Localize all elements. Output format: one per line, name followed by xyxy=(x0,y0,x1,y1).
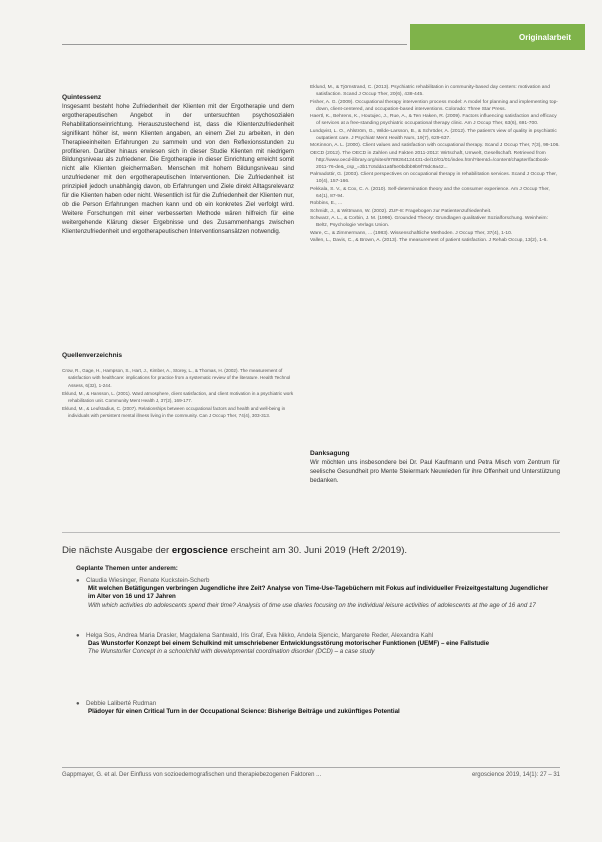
next-issue-prefix: Die nächste Ausgabe der xyxy=(62,545,172,556)
topic-authors: Debbie Laliberté Rudman xyxy=(86,700,157,707)
quintessenz-section xyxy=(62,94,294,237)
reference-item: Fisher, A. G. (2009). Occupational therapy intervention process model: A model for planning and implementing top-down, client-centered, and occupation-based interventions. Colorado: Three Star Press. xyxy=(310,99,558,112)
topic-title-de: Das Wunstorfer Konzept bei einem Schulkind mit umschriebener Entwicklungsstörung motorischer Funktionen (UEMF) – eine Fallstudie xyxy=(88,640,490,648)
references-heading: Quellenverzeichnis xyxy=(62,352,123,359)
reference-item: Robbins, E., ... xyxy=(310,201,343,206)
danksagung-text: Wir möchten uns insbesondere bei Dr. Paul Kaufmann und Petra Misch vom Zentrum für seelische Gesundheit pro Mente Steiermark Neuwieden für ihre Offenheit und Unterstützung bedanken. xyxy=(310,459,560,484)
references-left xyxy=(62,352,294,420)
danksagung-section xyxy=(310,450,560,486)
reference-item: Schwarz, A. L., & Corbin, J. M. (1996). Grounded Theory: Grundlagen qualitativer Sozialforschung. Weinheim: Beltz, Psychologie Verlags Union. xyxy=(310,216,548,228)
reference-item: Eklund, M., & Tjörnstrand, C. (2013). Psychiatric rehabilitation in community-based day centers: motivation and satisfaction. Scand J Occup Ther, 20(6), 438-445. xyxy=(310,85,550,97)
topic-title-en: With which activities do adolescents spend their time? Analysis of time use diaries focusing on the individual leisure activities of adolescents at the age of 16 and 17 xyxy=(88,601,536,609)
footer-citation: Gappmayer, G. et al. Der Einfluss von sozioedemografischen und therapiebezogenen Faktoren ... xyxy=(62,772,322,778)
section-label: Originalarbeit xyxy=(518,32,571,42)
reference-item: Eklund, M., & Hansson, L. (2001). Ward atmosphere, client satisfaction, and client motivation in a psychiatric work rehabilitation unit. Community Ment Health J, 37(2), 169-177. xyxy=(62,390,294,404)
reference-item: Crow, R., Gage, H., Hampson, S., Hart, J., Kimber, A., Storey, L., & Thomas, H. (2002). The measurement of satisfaction with healthcare: implications for practice from a systematic review of the literature. Health Technol Assess, 6(32), 1-244. xyxy=(62,368,291,388)
reference-item: Palmadottir, G. (2003). Client perspectives on occupational therapy in rehabilitation services. Scand J Occup Ther, 10(4), 157-166. xyxy=(310,172,558,184)
topic-title-de: Plädoyer für einen Critical Turn in der Occupational Science: Bisherige Beiträge und zukünftiges Potential xyxy=(88,708,400,716)
reference-item: Lundqvist, L. O., Ahlström, G., Wilde-Larsson, B., & Schröder, A. (2012). The patient's view of quality in psychiatric outpatient care. J Psychiatr Ment Health Nurs, 19(7), 629-637. xyxy=(310,128,557,141)
reference-item: Haertl, K., Behrens, K., Houtujec, J., Rue, A., & Ten Haken, R. (2009). Factors influencing satisfaction and efficacy of services at a free-standing psychiatric occupational therapy clinic. Am J Occup Ther, 63(6), 691-700. xyxy=(310,114,557,126)
references-right xyxy=(310,84,560,245)
topic-title-de: Mit welchen Betätigungen verbringen Jugendliche ihre Zeit? Analyse von Time-Use-Tagebüchern mit Fokus auf individueller Freizeitgestaltung Jugendlicher im Alter von 16 und 17 Jahren xyxy=(88,585,549,601)
reference-item: Ware, C., & Zimmermann, ... (1983). Wissenschaftliche Methoden. J Occup Ther, 37(4), 1-10. xyxy=(310,230,513,236)
footer-rule xyxy=(62,767,560,768)
danksagung-heading: Danksagung xyxy=(310,450,350,457)
topic-title-en: The Wunstorfer Concept in a schoolchild with developmental coordination disorder (DCD) – a case study xyxy=(88,648,375,656)
reference-item: Pekkala, S. V., & Cox, C. A. (2010). Self-determination theory and the consumer experience. Am J Occup Ther, 64(1), 87-94. xyxy=(310,186,550,199)
reference-item: Schmidt, J., & Wittmann, W. (2002). ZUF-8: Fragebogen zur Patientenzufriedenheit. xyxy=(310,208,492,214)
section-divider xyxy=(62,532,560,533)
bullet-icon: ● xyxy=(76,578,80,584)
quintessenz-heading: Quintessenz xyxy=(62,94,102,101)
reference-item: Vallen, L., Davis, C., & Brown, A. (2013). The measurement of patient satisfaction. J Rehab Occup, 13(2), 1-6. xyxy=(310,238,548,243)
header-rule xyxy=(62,44,407,45)
bullet-icon: ● xyxy=(76,633,80,639)
next-issue-suffix: erscheint am 30. Juni 2019 (Heft 2/2019). xyxy=(227,545,408,556)
quintessenz-text: Insgesamt besteht hohe Zufriedenheit der Klienten mit der Ergotherapie und dem ergotherapeutischen Angebot in der untersuchten psychosozialen Rehabilitationseinrichtung. Herauszustechend ist, dass die Klientenzufriedenheit signifikant höher ist, wenn Klienten angaben, an einem Ziel zu arbeiten, in den Therapieeinheiten Erfahrungen zu sammeln und von den Reflexionsstunden zu profitieren. Darüber hinaus erwiesen sich in dieser Studie Klienten mit niedrigem Bildungsniveau als zufriedener. Die Ergotherapie in dieser Einrichtung erreicht somit nicht alle Klienten gleichermaßen. Menschen mit hohem Bildungsniveau sind unzufriedener mit den ergotherapeutischen Interventionen. Die Zufriedenheit ist prinzipiell jedoch unabhängig davon, ob Erfahrungen und Ziele direkt Alltagsrelevanz für die Klienten haben oder nicht. Wesentlich ist für die Zufriedenheit der Klienten nur, ob die Person Erfahrungen machen kann und ob ein konkretes Ziel verfolgt wird. Weitere Forschungen mit einer verbesserten Methode wären hilfreich für eine weitergehende Klärung dieser Ergebnisse und des Zusammenhangs zwischen Klientenzufriedenheit und ergotherapeutischen Interventionsansätzen notwendig. xyxy=(62,103,294,235)
reference-item: Eklund, M., & Leufstadius, C. (2007). Relationships between occupational factors and health and well-being in individuals with persistent mental illness living in the community. Can J Occup Ther, 74(4), 303-313. xyxy=(62,406,286,419)
topic-item xyxy=(76,577,556,610)
topic-authors: Claudia Wiesinger, Renate Kuckstein-Scherb xyxy=(86,577,210,584)
next-issue-announcement xyxy=(62,545,560,556)
reference-item: McKinnon, A. L. (2000). Client values and satisfaction with occupational therapy. Scand J Occup Ther, 7(3), 99-106. xyxy=(310,143,560,148)
topics-heading: Geplante Themen unter anderem: xyxy=(76,565,178,572)
topic-item xyxy=(76,700,556,716)
topic-item xyxy=(76,632,556,657)
bullet-icon: ● xyxy=(76,701,80,707)
journal-brand: ergoscience xyxy=(171,545,228,556)
footer-journal-info: ergoscience 2019, 14(1): 27 – 31 xyxy=(471,772,560,778)
topic-authors: Helga Sos, Andrea Maria Drasler, Magdalena Santwald, Iris Graf, Eva Nikko, Andela Sjencic, Margarete Reder, Alexandra Kahl xyxy=(86,632,434,639)
section-badge xyxy=(410,24,585,50)
reference-item: OECD (2012). The OECD in Zahlen und Fakten 2011-2012: Wirtschaft, Umwelt, Gesellschaft. Retrieved from http://www.oecd-ilibrary.org/sites/9789264124431-de/10/01/01/index.html?itemId=/content/chapter/factbook-2011-76-de&_csp_=3b17c6dda1a5f5e0bdbb9b9f79dc9a42... xyxy=(310,150,550,170)
